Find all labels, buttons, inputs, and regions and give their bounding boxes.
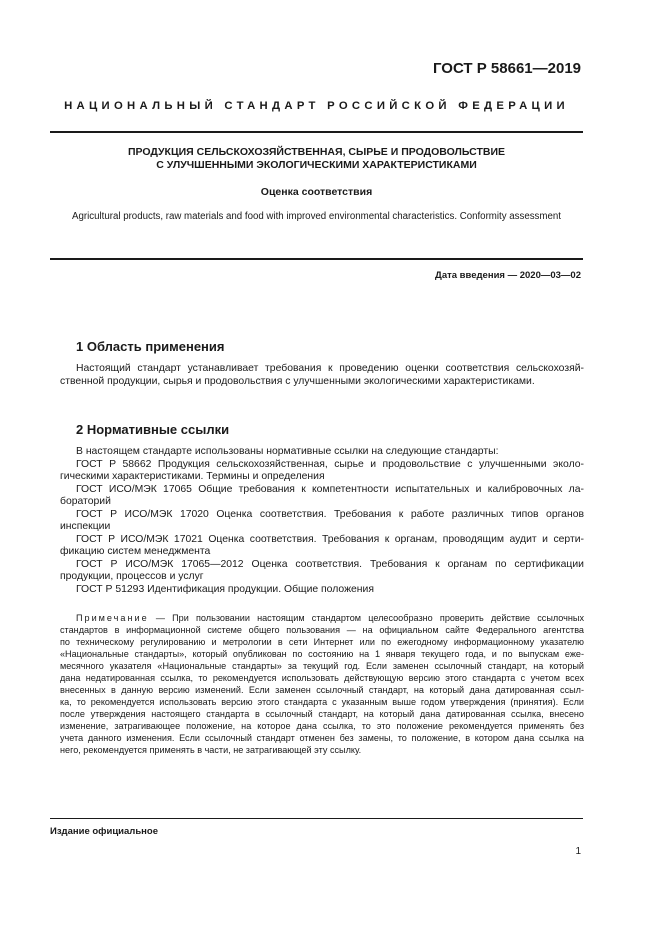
section-1-line: ственной продукции, сырья и продовольствия с улучшенными экологическими характеристиками. bbox=[60, 375, 535, 387]
reference-line: фикацию систем менеджмента bbox=[60, 546, 211, 557]
edition-label: Издание официальное bbox=[50, 826, 158, 837]
section-2-intro: В настоящем стандарте использованы нормативные ссылки на следующие стандарты: bbox=[76, 446, 499, 457]
section-1-body bbox=[60, 363, 584, 388]
note-line: «Национальные стандарты», который опубликован по состоянию на 1 января текущего года, и по выпускам еже- bbox=[60, 649, 584, 659]
section-2-heading: 2 Нормативные ссылки bbox=[76, 422, 230, 437]
reference-line: бораторий bbox=[60, 496, 111, 507]
title-line-2: С УЛУЧШЕННЫМИ ЭКОЛОГИЧЕСКИМИ ХАРАКТЕРИСТИКАМИ bbox=[156, 159, 477, 171]
note-line: стандартов в информационной системе общего пользования — на официальном сайте Федерального агентства bbox=[60, 625, 584, 635]
reference-line: инспекции bbox=[60, 521, 111, 532]
section-1-heading: 1 Область применения bbox=[76, 339, 225, 354]
reference-line: ГОСТ Р 51293 Идентификация продукции. Общие положения bbox=[76, 583, 374, 595]
document-subtitle: Оценка соответствия bbox=[260, 186, 373, 198]
footer-divider bbox=[50, 818, 583, 819]
effective-date: Дата введения — 2020—03—02 bbox=[435, 270, 581, 281]
reference-line: ГОСТ Р ИСО/МЭК 17021 Оценка соответствия. Требования к органам, проводящим аудит и серти- bbox=[76, 533, 584, 545]
reference-line: ГОСТ Р ИСО/МЭК 17020 Оценка соответствия. Требования к работе различных типов органов bbox=[76, 508, 584, 520]
note-line: после утверждения настоящего стандарта в ссылочный стандарт, на который дана датированная ссылка, внесено bbox=[60, 709, 584, 719]
note-line: по техническому регулированию и метрологии в сети Интернет или по ежегодному информационному указателю bbox=[60, 637, 584, 647]
note-line bbox=[60, 612, 584, 624]
note-label: Примечание bbox=[76, 613, 149, 623]
title-divider bbox=[50, 258, 583, 260]
note-block bbox=[60, 612, 584, 756]
standard-number: ГОСТ Р 58661—2019 bbox=[432, 60, 581, 77]
header-divider bbox=[50, 131, 583, 133]
note-line: изменение, затрагивающее положение, на которое дана ссылка, то это положение рекомендуется применять без bbox=[60, 721, 584, 731]
reference-line: гическими характеристиками. Термины и определения bbox=[60, 471, 325, 482]
note-line: внесенных в данную версию изменений. Если заменен ссылочный стандарт, на который дана датированная ссыл- bbox=[60, 685, 584, 695]
reference-line: ГОСТ Р 58662 Продукция сельскохозяйственная, сырье и продовольствие с улучшенными эколо- bbox=[76, 458, 584, 470]
document-title bbox=[60, 146, 573, 172]
title-line-1: ПРОДУКЦИЯ СЕЛЬСКОХОЗЯЙСТВЕННАЯ, СЫРЬЕ И ПРОДОВОЛЬСТВИЕ bbox=[127, 146, 506, 158]
reference-line: продукции, процессов и услуг bbox=[60, 571, 204, 582]
note-line: учета данного изменения. Если ссылочный стандарт отменен без замены, то положение, в котором дана ссылка на bbox=[60, 733, 584, 743]
reference-line: ГОСТ Р ИСО/МЭК 17065—2012 Оценка соответствия. Требования к органам по сертификации bbox=[76, 558, 584, 570]
note-line: дана недатированная ссылка, то рекомендуется использовать действующую версию этого стандарта с учетом всех bbox=[60, 673, 584, 683]
section-1-line: Настоящий стандарт устанавливает требования к проведению оценки соответствия сельскохозяй- bbox=[76, 363, 584, 374]
national-standard-heading: НАЦИОНАЛЬНЫЙ СТАНДАРТ РОССИЙСКОЙ ФЕДЕРАЦИИ bbox=[64, 100, 569, 112]
reference-line: ГОСТ ИСО/МЭК 17065 Общие требования к компетентности испытательных и калибровочных ла- bbox=[76, 483, 584, 495]
english-title: Agricultural products, raw materials and food with improved environmental characteristics. Conformity assessment bbox=[72, 211, 561, 222]
note-text: — При пользовании настоящим стандартом целесообразно проверить действие ссылочных bbox=[155, 613, 585, 623]
note-line: ка, то рекомендуется использовать версию этого стандарта с указанным выше годом утверждения (принятия). Если bbox=[60, 697, 584, 707]
note-line: него, рекомендуется применять в части, не затрагивающей эту ссылку. bbox=[60, 745, 362, 755]
section-2-body bbox=[60, 446, 584, 596]
note-line: месячного указателя «Национальные стандарты» за текущий год. Если заменен ссылочный стандарт, на который bbox=[60, 661, 584, 671]
page-number: 1 bbox=[575, 846, 581, 857]
